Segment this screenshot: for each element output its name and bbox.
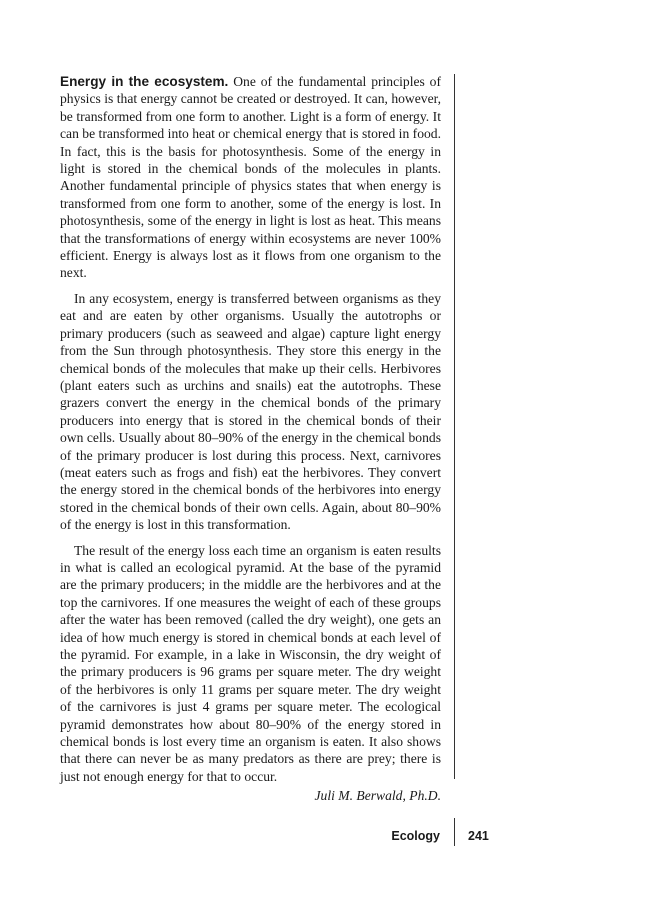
paragraph-3: The result of the energy loss each time an organism is eaten results in what is called an ecological pyramid. At the base of the pyramid are the primary producers; in the middle are the herbivores and at the top the carnivores. If one measures the weight of each of these groups after the water has been removed (called the dry weight), one gets an idea of how much energy is stored in chemical bonds at each level of the pyramid. For example, in a lake in Wisconsin, the dry weight of the primary producers is 96 grams per square meter. The dry weight of the herbivores is only 11 grams per square meter. The dry weight of the carnivores is just 4 grams per square meter. The ecological pyramid demonstrates how about 80–90% of the energy stored in chemical bonds is lost every time an organism is eaten. It also shows that there can never be as many predators as there are prey; there is just not enough energy for that to occur. (60, 542, 441, 784)
section-heading: Energy in the ecosystem. (60, 74, 229, 89)
article-body (60, 73, 441, 793)
vertical-rule-top (454, 74, 455, 779)
vertical-rule-bottom (454, 818, 455, 846)
paragraph-2: In any ecosystem, energy is transferred between organisms as they eat and are eaten by other organisms. Usually the autotrophs or primary producers (such as seaweed and algae) capture light energy from the Sun through photosynthesis. They store this energy in the chemical bonds of the molecules that make up their cells. Herbivores (plant eaters such as urchins and snails) eat the autotrophs. These grazers convert the energy in the chemical bonds of the primary producers into energy that is stored in the chemical bonds of their own cells. Usually about 80–90% of the energy in the chemical bonds of the primary producer is lost during this process. Next, carnivores (meat eaters such as frogs and fish) eat the herbivores. They convert the energy stored in the chemical bonds of the herbivores into energy stored in the chemical bonds of their own cells. Again, about 80–90% of the energy is lost in this transformation. (60, 290, 441, 533)
page-number: 241 (468, 829, 489, 843)
author-signature: Juli M. Berwald, Ph.D. (314, 788, 441, 803)
running-footer-section: Ecology (391, 829, 440, 843)
paragraph-1-text: One of the fundamental principles of physics is that energy cannot be created or destroyed. It can, however, be transformed from one form to another. Light is a form of energy. It can be transformed into heat or chemical energy that is stored in food. In fact, this is the basis for photosynthesis. Some of the energy in light is stored in the chemical bonds of the molecules in plants. Another fundamental principle of physics states that when energy is transformed from one form to another, some of the energy is lost. In photosynthesis, some of the energy in light is lost as heat. This means that the transformations of energy within ecosystems are never 100% efficient. Energy is always lost as it flows from one organism to the next. (60, 74, 441, 281)
paragraph-1 (60, 73, 441, 282)
